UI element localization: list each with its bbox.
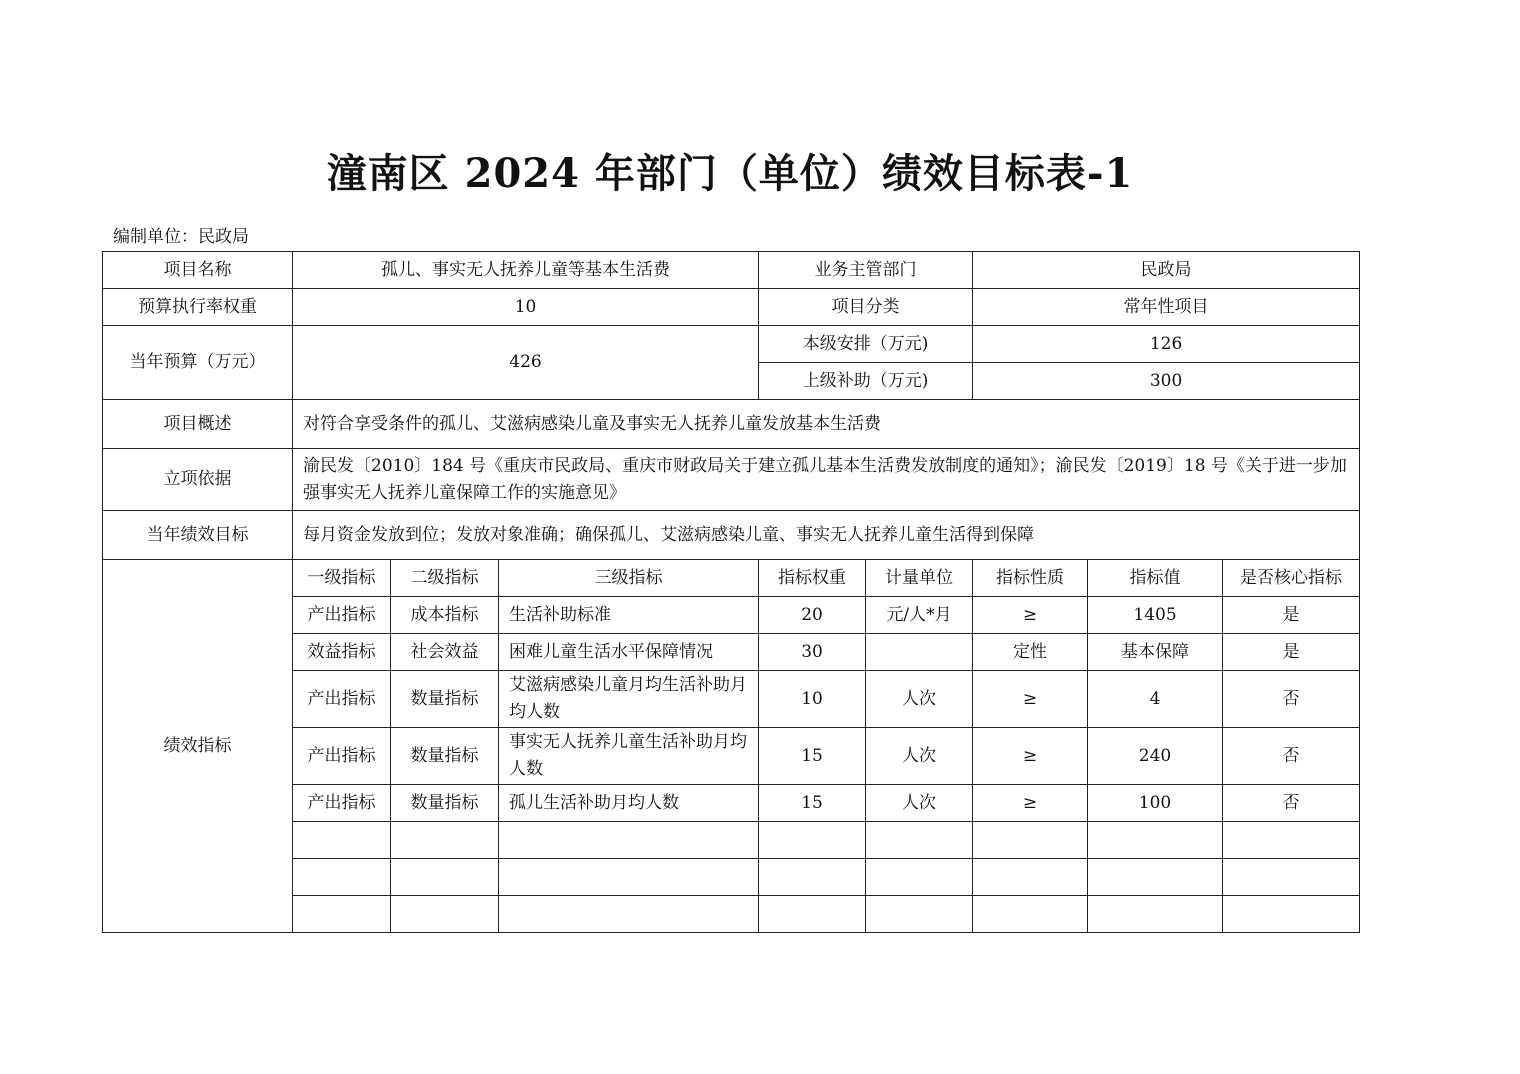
row-nature: ≥: [973, 597, 1088, 634]
row-level3: 事实无人抚养儿童生活补助月均人数: [499, 728, 759, 785]
row-nature: ≥: [973, 671, 1088, 728]
row-level1: 产出指标: [293, 728, 391, 785]
row-weight: 15: [759, 728, 866, 785]
row-level3: 困难儿童生活水平保障情况: [499, 634, 759, 671]
row-core: 是: [1223, 597, 1360, 634]
local-budget-label: 本级安排（万元): [759, 326, 973, 363]
compiler-unit: 编制单位：民政局: [113, 227, 249, 247]
weight-label: 预算执行率权重: [103, 289, 293, 326]
indicator-section-label: 绩效指标: [103, 560, 293, 933]
header-level3: 三级指标: [499, 560, 759, 597]
header-weight: 指标权重: [759, 560, 866, 597]
basis-row: [103, 449, 1360, 511]
dept-label: 业务主管部门: [759, 252, 973, 289]
row-weight: 30: [759, 634, 866, 671]
row-weight: 20: [759, 597, 866, 634]
row-nature: ≥: [973, 785, 1088, 822]
goal-row: [103, 511, 1360, 560]
row-level3: 生活补助标准: [499, 597, 759, 634]
weight-value: 10: [293, 289, 759, 326]
weight-row: [103, 289, 1360, 326]
overview-label: 项目概述: [103, 400, 293, 449]
row-unit: 人次: [866, 785, 973, 822]
row-level2: 数量指标: [391, 728, 499, 785]
category-label: 项目分类: [759, 289, 973, 326]
local-budget-value: 126: [973, 326, 1360, 363]
project-name-label: 项目名称: [103, 252, 293, 289]
row-core: 否: [1223, 728, 1360, 785]
project-name-row: [103, 252, 1360, 289]
budget-label: 当年预算（万元）: [103, 326, 293, 400]
dept-value: 民政局: [973, 252, 1360, 289]
goal-value: 每月资金发放到位；发放对象准确；确保孤儿、艾滋病感染儿童、事实无人抚养儿童生活得到保障: [293, 511, 1360, 560]
header-nature: 指标性质: [973, 560, 1088, 597]
row-level2: 数量指标: [391, 671, 499, 728]
indicator-header-row: [103, 560, 1360, 597]
header-unit: 计量单位: [866, 560, 973, 597]
row-unit: 人次: [866, 671, 973, 728]
basis-value: 渝民发〔2010〕184 号《重庆市民政局、重庆市财政局关于建立孤儿基本生活费发放制度的通知》；渝民发〔2019〕18 号《关于进一步加强事实无人抚养儿童保障工作的实施意见》: [293, 449, 1360, 511]
budget-row-1: [103, 326, 1360, 363]
row-nature: 定性: [973, 634, 1088, 671]
row-value: 240: [1088, 728, 1223, 785]
overview-row: [103, 400, 1360, 449]
performance-table: [102, 251, 1360, 933]
page-title: 潼南区 2024 年部门（单位）绩效目标表-1: [326, 150, 1134, 197]
project-name-value: 孤儿、事实无人抚养儿童等基本生活费: [293, 252, 759, 289]
basis-label: 立项依据: [103, 449, 293, 511]
row-level1: 效益指标: [293, 634, 391, 671]
row-level3: 孤儿生活补助月均人数: [499, 785, 759, 822]
row-weight: 10: [759, 671, 866, 728]
upper-budget-label: 上级补助（万元): [759, 363, 973, 400]
row-core: 否: [1223, 785, 1360, 822]
row-level2: 社会效益: [391, 634, 499, 671]
header-level1: 一级指标: [293, 560, 391, 597]
row-unit: [866, 634, 973, 671]
category-value: 常年性项目: [973, 289, 1360, 326]
row-value: 4: [1088, 671, 1223, 728]
row-value: 基本保障: [1088, 634, 1223, 671]
goal-label: 当年绩效目标: [103, 511, 293, 560]
row-unit: 元/人*月: [866, 597, 973, 634]
upper-budget-value: 300: [973, 363, 1360, 400]
row-level1: 产出指标: [293, 785, 391, 822]
budget-value: 426: [293, 326, 759, 400]
header-value: 指标值: [1088, 560, 1223, 597]
header-level2: 二级指标: [391, 560, 499, 597]
row-weight: 15: [759, 785, 866, 822]
overview-value: 对符合享受条件的孤儿、艾滋病感染儿童及事实无人抚养儿童发放基本生活费: [293, 400, 1360, 449]
row-unit: 人次: [866, 728, 973, 785]
row-level2: 数量指标: [391, 785, 499, 822]
row-value: 1405: [1088, 597, 1223, 634]
header-core: 是否核心指标: [1223, 560, 1360, 597]
row-level1: 产出指标: [293, 597, 391, 634]
row-nature: ≥: [973, 728, 1088, 785]
row-level2: 成本指标: [391, 597, 499, 634]
row-core: 否: [1223, 671, 1360, 728]
row-level3: 艾滋病感染儿童月均生活补助月均人数: [499, 671, 759, 728]
row-value: 100: [1088, 785, 1223, 822]
row-core: 是: [1223, 634, 1360, 671]
row-level1: 产出指标: [293, 671, 391, 728]
